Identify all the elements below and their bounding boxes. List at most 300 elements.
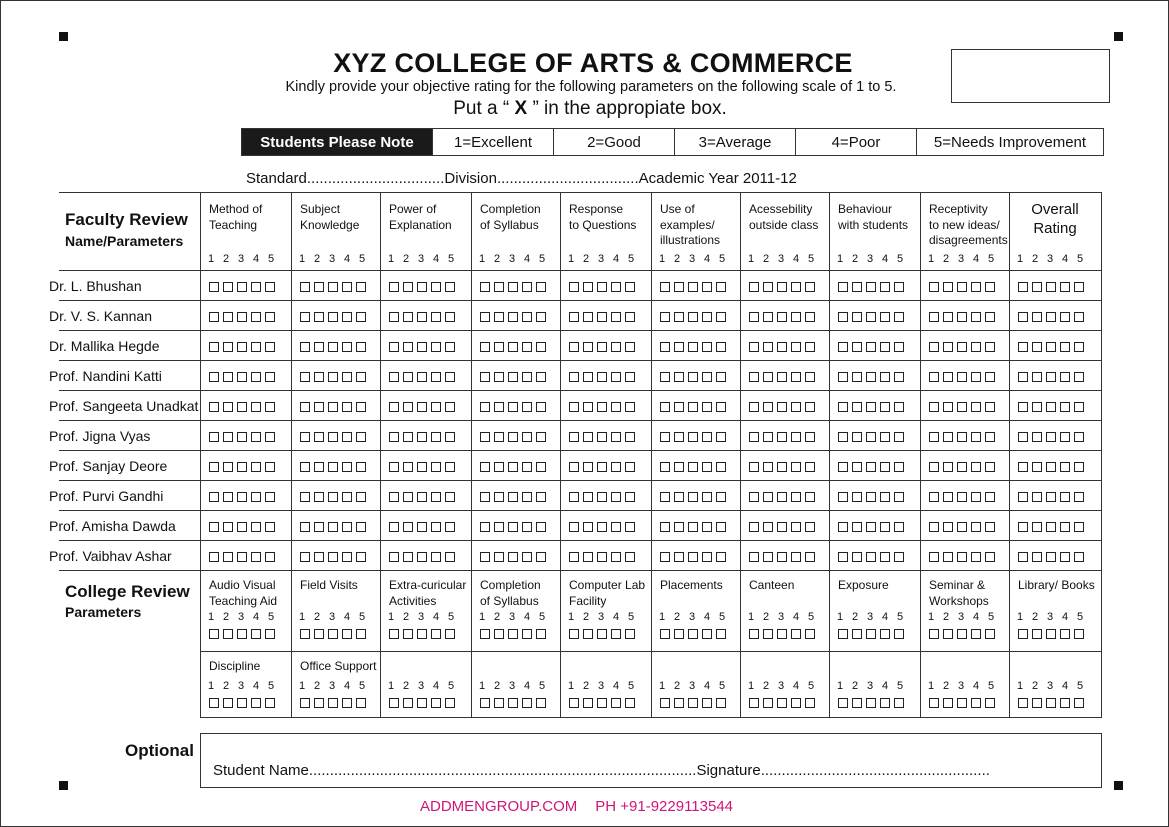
rating-checkbox[interactable] xyxy=(866,522,876,532)
rating-checkbox[interactable] xyxy=(702,372,712,382)
rating-checkbox[interactable] xyxy=(838,492,848,502)
rating-checkbox[interactable] xyxy=(1074,312,1084,322)
rating-checkbox[interactable] xyxy=(209,462,219,472)
rating-checkbox[interactable] xyxy=(894,698,904,708)
rating-checkbox[interactable] xyxy=(957,342,967,352)
rating-checkbox[interactable] xyxy=(791,522,801,532)
rating-checkbox[interactable] xyxy=(356,432,366,442)
rating-checkbox[interactable] xyxy=(749,552,759,562)
rating-checkbox[interactable] xyxy=(480,372,490,382)
rating-checkbox[interactable] xyxy=(660,432,670,442)
rating-checkbox[interactable] xyxy=(403,342,413,352)
rating-checkbox[interactable] xyxy=(300,552,310,562)
rating-checkbox[interactable] xyxy=(508,432,518,442)
rating-checkbox[interactable] xyxy=(251,522,261,532)
rating-checkbox[interactable] xyxy=(597,552,607,562)
rating-checkbox[interactable] xyxy=(716,552,726,562)
rating-checkbox[interactable] xyxy=(660,312,670,322)
rating-checkbox[interactable] xyxy=(866,342,876,352)
rating-checkbox[interactable] xyxy=(389,492,399,502)
rating-checkbox[interactable] xyxy=(660,492,670,502)
rating-checkbox[interactable] xyxy=(389,282,399,292)
rating-checkbox[interactable] xyxy=(791,462,801,472)
rating-checkbox[interactable] xyxy=(866,698,876,708)
rating-checkbox[interactable] xyxy=(1074,629,1084,639)
rating-checkbox[interactable] xyxy=(536,372,546,382)
rating-checkbox[interactable] xyxy=(880,698,890,708)
rating-checkbox[interactable] xyxy=(805,372,815,382)
rating-checkbox[interactable] xyxy=(536,492,546,502)
rating-checkbox[interactable] xyxy=(1074,552,1084,562)
rating-checkbox[interactable] xyxy=(417,552,427,562)
rating-checkbox[interactable] xyxy=(389,698,399,708)
rating-checkbox[interactable] xyxy=(763,552,773,562)
rating-checkbox[interactable] xyxy=(971,492,981,502)
rating-checkbox[interactable] xyxy=(985,629,995,639)
rating-checkbox[interactable] xyxy=(445,629,455,639)
rating-checkbox[interactable] xyxy=(625,372,635,382)
rating-checkbox[interactable] xyxy=(300,629,310,639)
rating-checkbox[interactable] xyxy=(611,282,621,292)
rating-checkbox[interactable] xyxy=(611,698,621,708)
rating-checkbox[interactable] xyxy=(852,282,862,292)
rating-checkbox[interactable] xyxy=(522,462,532,472)
rating-checkbox[interactable] xyxy=(929,312,939,322)
rating-checkbox[interactable] xyxy=(749,522,759,532)
rating-checkbox[interactable] xyxy=(300,522,310,532)
rating-checkbox[interactable] xyxy=(749,282,759,292)
rating-checkbox[interactable] xyxy=(880,282,890,292)
rating-checkbox[interactable] xyxy=(777,552,787,562)
rating-checkbox[interactable] xyxy=(237,492,247,502)
rating-checkbox[interactable] xyxy=(852,372,862,382)
rating-checkbox[interactable] xyxy=(314,342,324,352)
rating-checkbox[interactable] xyxy=(480,402,490,412)
rating-checkbox[interactable] xyxy=(597,492,607,502)
rating-checkbox[interactable] xyxy=(929,629,939,639)
rating-checkbox[interactable] xyxy=(688,462,698,472)
rating-checkbox[interactable] xyxy=(971,282,981,292)
rating-checkbox[interactable] xyxy=(943,698,953,708)
rating-checkbox[interactable] xyxy=(716,282,726,292)
rating-checkbox[interactable] xyxy=(536,552,546,562)
rating-checkbox[interactable] xyxy=(536,342,546,352)
rating-checkbox[interactable] xyxy=(403,629,413,639)
rating-checkbox[interactable] xyxy=(522,372,532,382)
rating-checkbox[interactable] xyxy=(985,372,995,382)
rating-checkbox[interactable] xyxy=(1046,402,1056,412)
rating-checkbox[interactable] xyxy=(674,342,684,352)
rating-checkbox[interactable] xyxy=(494,629,504,639)
rating-checkbox[interactable] xyxy=(1046,492,1056,502)
rating-checkbox[interactable] xyxy=(1032,402,1042,412)
rating-checkbox[interactable] xyxy=(1018,342,1028,352)
rating-checkbox[interactable] xyxy=(749,432,759,442)
rating-checkbox[interactable] xyxy=(583,432,593,442)
rating-checkbox[interactable] xyxy=(445,342,455,352)
rating-checkbox[interactable] xyxy=(508,402,518,412)
rating-checkbox[interactable] xyxy=(880,312,890,322)
rating-checkbox[interactable] xyxy=(880,522,890,532)
rating-checkbox[interactable] xyxy=(894,282,904,292)
rating-checkbox[interactable] xyxy=(971,312,981,322)
rating-checkbox[interactable] xyxy=(223,372,233,382)
rating-checkbox[interactable] xyxy=(971,432,981,442)
rating-checkbox[interactable] xyxy=(894,629,904,639)
rating-checkbox[interactable] xyxy=(508,342,518,352)
rating-checkbox[interactable] xyxy=(1018,282,1028,292)
rating-checkbox[interactable] xyxy=(431,402,441,412)
rating-checkbox[interactable] xyxy=(237,312,247,322)
rating-checkbox[interactable] xyxy=(265,282,275,292)
rating-checkbox[interactable] xyxy=(583,402,593,412)
rating-checkbox[interactable] xyxy=(431,629,441,639)
rating-checkbox[interactable] xyxy=(597,698,607,708)
rating-checkbox[interactable] xyxy=(805,629,815,639)
rating-checkbox[interactable] xyxy=(569,402,579,412)
rating-checkbox[interactable] xyxy=(403,312,413,322)
rating-checkbox[interactable] xyxy=(957,372,967,382)
rating-checkbox[interactable] xyxy=(749,698,759,708)
rating-checkbox[interactable] xyxy=(480,432,490,442)
rating-checkbox[interactable] xyxy=(342,402,352,412)
rating-checkbox[interactable] xyxy=(251,552,261,562)
rating-checkbox[interactable] xyxy=(838,432,848,442)
rating-checkbox[interactable] xyxy=(716,342,726,352)
rating-checkbox[interactable] xyxy=(328,698,338,708)
rating-checkbox[interactable] xyxy=(1046,629,1056,639)
rating-checkbox[interactable] xyxy=(569,342,579,352)
rating-checkbox[interactable] xyxy=(611,462,621,472)
rating-checkbox[interactable] xyxy=(866,282,876,292)
rating-checkbox[interactable] xyxy=(417,342,427,352)
rating-checkbox[interactable] xyxy=(894,312,904,322)
rating-checkbox[interactable] xyxy=(251,282,261,292)
rating-checkbox[interactable] xyxy=(417,312,427,322)
rating-checkbox[interactable] xyxy=(1018,552,1028,562)
rating-checkbox[interactable] xyxy=(971,552,981,562)
rating-checkbox[interactable] xyxy=(702,492,712,502)
rating-checkbox[interactable] xyxy=(522,522,532,532)
rating-checkbox[interactable] xyxy=(702,629,712,639)
rating-checkbox[interactable] xyxy=(522,432,532,442)
rating-checkbox[interactable] xyxy=(674,282,684,292)
rating-checkbox[interactable] xyxy=(791,552,801,562)
rating-checkbox[interactable] xyxy=(314,432,324,442)
rating-checkbox[interactable] xyxy=(880,402,890,412)
rating-checkbox[interactable] xyxy=(929,342,939,352)
signature-field[interactable]: ....................................................... xyxy=(760,762,990,779)
rating-checkbox[interactable] xyxy=(660,698,670,708)
rating-checkbox[interactable] xyxy=(445,282,455,292)
rating-checkbox[interactable] xyxy=(494,492,504,502)
rating-checkbox[interactable] xyxy=(852,698,862,708)
rating-checkbox[interactable] xyxy=(852,492,862,502)
rating-checkbox[interactable] xyxy=(445,698,455,708)
rating-checkbox[interactable] xyxy=(223,629,233,639)
rating-checkbox[interactable] xyxy=(791,492,801,502)
rating-checkbox[interactable] xyxy=(403,282,413,292)
rating-checkbox[interactable] xyxy=(300,312,310,322)
rating-checkbox[interactable] xyxy=(403,402,413,412)
rating-checkbox[interactable] xyxy=(209,492,219,502)
rating-checkbox[interactable] xyxy=(314,462,324,472)
rating-checkbox[interactable] xyxy=(342,492,352,502)
rating-checkbox[interactable] xyxy=(943,312,953,322)
rating-checkbox[interactable] xyxy=(838,342,848,352)
rating-checkbox[interactable] xyxy=(805,698,815,708)
rating-checkbox[interactable] xyxy=(597,522,607,532)
rating-checkbox[interactable] xyxy=(971,402,981,412)
rating-checkbox[interactable] xyxy=(791,629,801,639)
rating-checkbox[interactable] xyxy=(688,522,698,532)
rating-checkbox[interactable] xyxy=(1060,698,1070,708)
rating-checkbox[interactable] xyxy=(1060,372,1070,382)
rating-checkbox[interactable] xyxy=(763,402,773,412)
rating-checkbox[interactable] xyxy=(1018,492,1028,502)
rating-checkbox[interactable] xyxy=(852,312,862,322)
rating-checkbox[interactable] xyxy=(880,629,890,639)
rating-checkbox[interactable] xyxy=(342,282,352,292)
rating-checkbox[interactable] xyxy=(674,432,684,442)
rating-checkbox[interactable] xyxy=(265,552,275,562)
rating-checkbox[interactable] xyxy=(494,402,504,412)
rating-checkbox[interactable] xyxy=(702,552,712,562)
rating-checkbox[interactable] xyxy=(1046,282,1056,292)
rating-checkbox[interactable] xyxy=(1018,629,1028,639)
rating-checkbox[interactable] xyxy=(251,432,261,442)
rating-checkbox[interactable] xyxy=(445,432,455,442)
rating-checkbox[interactable] xyxy=(251,492,261,502)
rating-checkbox[interactable] xyxy=(866,402,876,412)
rating-checkbox[interactable] xyxy=(445,492,455,502)
rating-checkbox[interactable] xyxy=(929,432,939,442)
rating-checkbox[interactable] xyxy=(417,522,427,532)
rating-checkbox[interactable] xyxy=(209,402,219,412)
rating-checkbox[interactable] xyxy=(749,462,759,472)
rating-checkbox[interactable] xyxy=(805,462,815,472)
rating-checkbox[interactable] xyxy=(749,402,759,412)
rating-checkbox[interactable] xyxy=(1060,462,1070,472)
rating-checkbox[interactable] xyxy=(536,698,546,708)
rating-checkbox[interactable] xyxy=(328,492,338,502)
student-name-field[interactable]: ............................................................................................. xyxy=(308,762,697,779)
rating-checkbox[interactable] xyxy=(265,492,275,502)
rating-checkbox[interactable] xyxy=(356,522,366,532)
rating-checkbox[interactable] xyxy=(852,552,862,562)
rating-checkbox[interactable] xyxy=(522,402,532,412)
rating-checkbox[interactable] xyxy=(223,522,233,532)
rating-checkbox[interactable] xyxy=(417,282,427,292)
rating-checkbox[interactable] xyxy=(943,372,953,382)
rating-checkbox[interactable] xyxy=(223,432,233,442)
rating-checkbox[interactable] xyxy=(1060,629,1070,639)
rating-checkbox[interactable] xyxy=(866,432,876,442)
rating-checkbox[interactable] xyxy=(342,372,352,382)
rating-checkbox[interactable] xyxy=(763,432,773,442)
rating-checkbox[interactable] xyxy=(431,342,441,352)
rating-checkbox[interactable] xyxy=(536,629,546,639)
rating-checkbox[interactable] xyxy=(763,282,773,292)
rating-checkbox[interactable] xyxy=(237,372,247,382)
rating-checkbox[interactable] xyxy=(880,462,890,472)
rating-checkbox[interactable] xyxy=(445,402,455,412)
rating-checkbox[interactable] xyxy=(209,629,219,639)
rating-checkbox[interactable] xyxy=(957,629,967,639)
rating-checkbox[interactable] xyxy=(597,372,607,382)
rating-checkbox[interactable] xyxy=(300,372,310,382)
rating-checkbox[interactable] xyxy=(445,462,455,472)
rating-checkbox[interactable] xyxy=(328,312,338,322)
rating-checkbox[interactable] xyxy=(791,402,801,412)
rating-checkbox[interactable] xyxy=(866,462,876,472)
rating-checkbox[interactable] xyxy=(356,698,366,708)
rating-checkbox[interactable] xyxy=(265,629,275,639)
rating-checkbox[interactable] xyxy=(480,462,490,472)
rating-checkbox[interactable] xyxy=(1046,342,1056,352)
rating-checkbox[interactable] xyxy=(209,522,219,532)
rating-checkbox[interactable] xyxy=(342,432,352,442)
rating-checkbox[interactable] xyxy=(536,432,546,442)
rating-checkbox[interactable] xyxy=(943,552,953,562)
rating-checkbox[interactable] xyxy=(328,432,338,442)
rating-checkbox[interactable] xyxy=(929,698,939,708)
rating-checkbox[interactable] xyxy=(791,372,801,382)
rating-checkbox[interactable] xyxy=(583,462,593,472)
rating-checkbox[interactable] xyxy=(223,462,233,472)
rating-checkbox[interactable] xyxy=(674,629,684,639)
rating-checkbox[interactable] xyxy=(749,629,759,639)
rating-checkbox[interactable] xyxy=(852,342,862,352)
rating-checkbox[interactable] xyxy=(265,432,275,442)
rating-checkbox[interactable] xyxy=(569,282,579,292)
rating-checkbox[interactable] xyxy=(480,312,490,322)
rating-checkbox[interactable] xyxy=(777,342,787,352)
rating-checkbox[interactable] xyxy=(1060,492,1070,502)
rating-checkbox[interactable] xyxy=(431,282,441,292)
rating-checkbox[interactable] xyxy=(957,552,967,562)
rating-checkbox[interactable] xyxy=(894,552,904,562)
rating-checkbox[interactable] xyxy=(265,312,275,322)
rating-checkbox[interactable] xyxy=(403,552,413,562)
rating-checkbox[interactable] xyxy=(838,698,848,708)
rating-checkbox[interactable] xyxy=(1032,432,1042,442)
rating-checkbox[interactable] xyxy=(480,282,490,292)
rating-checkbox[interactable] xyxy=(674,372,684,382)
rating-checkbox[interactable] xyxy=(929,492,939,502)
rating-checkbox[interactable] xyxy=(494,282,504,292)
rating-checkbox[interactable] xyxy=(838,629,848,639)
rating-checkbox[interactable] xyxy=(583,698,593,708)
rating-checkbox[interactable] xyxy=(314,402,324,412)
rating-checkbox[interactable] xyxy=(356,462,366,472)
rating-checkbox[interactable] xyxy=(985,432,995,442)
rating-checkbox[interactable] xyxy=(805,282,815,292)
rating-checkbox[interactable] xyxy=(971,522,981,532)
rating-checkbox[interactable] xyxy=(985,342,995,352)
rating-checkbox[interactable] xyxy=(763,492,773,502)
rating-checkbox[interactable] xyxy=(971,698,981,708)
rating-checkbox[interactable] xyxy=(688,432,698,442)
rating-checkbox[interactable] xyxy=(1074,698,1084,708)
rating-checkbox[interactable] xyxy=(508,522,518,532)
rating-checkbox[interactable] xyxy=(805,432,815,442)
rating-checkbox[interactable] xyxy=(611,342,621,352)
rating-checkbox[interactable] xyxy=(1046,432,1056,442)
rating-checkbox[interactable] xyxy=(597,432,607,442)
rating-checkbox[interactable] xyxy=(1060,432,1070,442)
rating-checkbox[interactable] xyxy=(494,372,504,382)
rating-checkbox[interactable] xyxy=(716,372,726,382)
rating-checkbox[interactable] xyxy=(1018,372,1028,382)
rating-checkbox[interactable] xyxy=(445,312,455,322)
rating-checkbox[interactable] xyxy=(1018,312,1028,322)
rating-checkbox[interactable] xyxy=(852,462,862,472)
rating-checkbox[interactable] xyxy=(702,698,712,708)
rating-checkbox[interactable] xyxy=(777,629,787,639)
rating-checkbox[interactable] xyxy=(445,372,455,382)
rating-checkbox[interactable] xyxy=(805,342,815,352)
rating-checkbox[interactable] xyxy=(957,432,967,442)
rating-checkbox[interactable] xyxy=(237,282,247,292)
rating-checkbox[interactable] xyxy=(209,282,219,292)
rating-checkbox[interactable] xyxy=(314,629,324,639)
rating-checkbox[interactable] xyxy=(749,372,759,382)
rating-checkbox[interactable] xyxy=(777,522,787,532)
rating-checkbox[interactable] xyxy=(569,432,579,442)
rating-checkbox[interactable] xyxy=(237,432,247,442)
rating-checkbox[interactable] xyxy=(674,492,684,502)
rating-checkbox[interactable] xyxy=(880,552,890,562)
rating-checkbox[interactable] xyxy=(251,372,261,382)
rating-checkbox[interactable] xyxy=(431,552,441,562)
rating-checkbox[interactable] xyxy=(342,522,352,532)
rating-checkbox[interactable] xyxy=(880,342,890,352)
rating-checkbox[interactable] xyxy=(583,552,593,562)
rating-checkbox[interactable] xyxy=(209,552,219,562)
rating-checkbox[interactable] xyxy=(791,432,801,442)
rating-checkbox[interactable] xyxy=(716,522,726,532)
rating-checkbox[interactable] xyxy=(389,402,399,412)
rating-checkbox[interactable] xyxy=(716,698,726,708)
rating-checkbox[interactable] xyxy=(314,372,324,382)
rating-checkbox[interactable] xyxy=(866,372,876,382)
rating-checkbox[interactable] xyxy=(688,492,698,502)
rating-checkbox[interactable] xyxy=(569,312,579,322)
rating-checkbox[interactable] xyxy=(674,552,684,562)
rating-checkbox[interactable] xyxy=(838,282,848,292)
rating-checkbox[interactable] xyxy=(1060,342,1070,352)
rating-checkbox[interactable] xyxy=(625,629,635,639)
rating-checkbox[interactable] xyxy=(688,402,698,412)
rating-checkbox[interactable] xyxy=(660,462,670,472)
rating-checkbox[interactable] xyxy=(971,372,981,382)
rating-checkbox[interactable] xyxy=(660,402,670,412)
rating-checkbox[interactable] xyxy=(300,492,310,502)
rating-checkbox[interactable] xyxy=(536,402,546,412)
rating-checkbox[interactable] xyxy=(763,698,773,708)
rating-checkbox[interactable] xyxy=(1018,402,1028,412)
rating-checkbox[interactable] xyxy=(985,552,995,562)
rating-checkbox[interactable] xyxy=(880,372,890,382)
rating-checkbox[interactable] xyxy=(389,432,399,442)
rating-checkbox[interactable] xyxy=(522,282,532,292)
rating-checkbox[interactable] xyxy=(985,522,995,532)
rating-checkbox[interactable] xyxy=(1060,552,1070,562)
rating-checkbox[interactable] xyxy=(389,312,399,322)
rating-checkbox[interactable] xyxy=(716,492,726,502)
rating-checkbox[interactable] xyxy=(777,312,787,322)
